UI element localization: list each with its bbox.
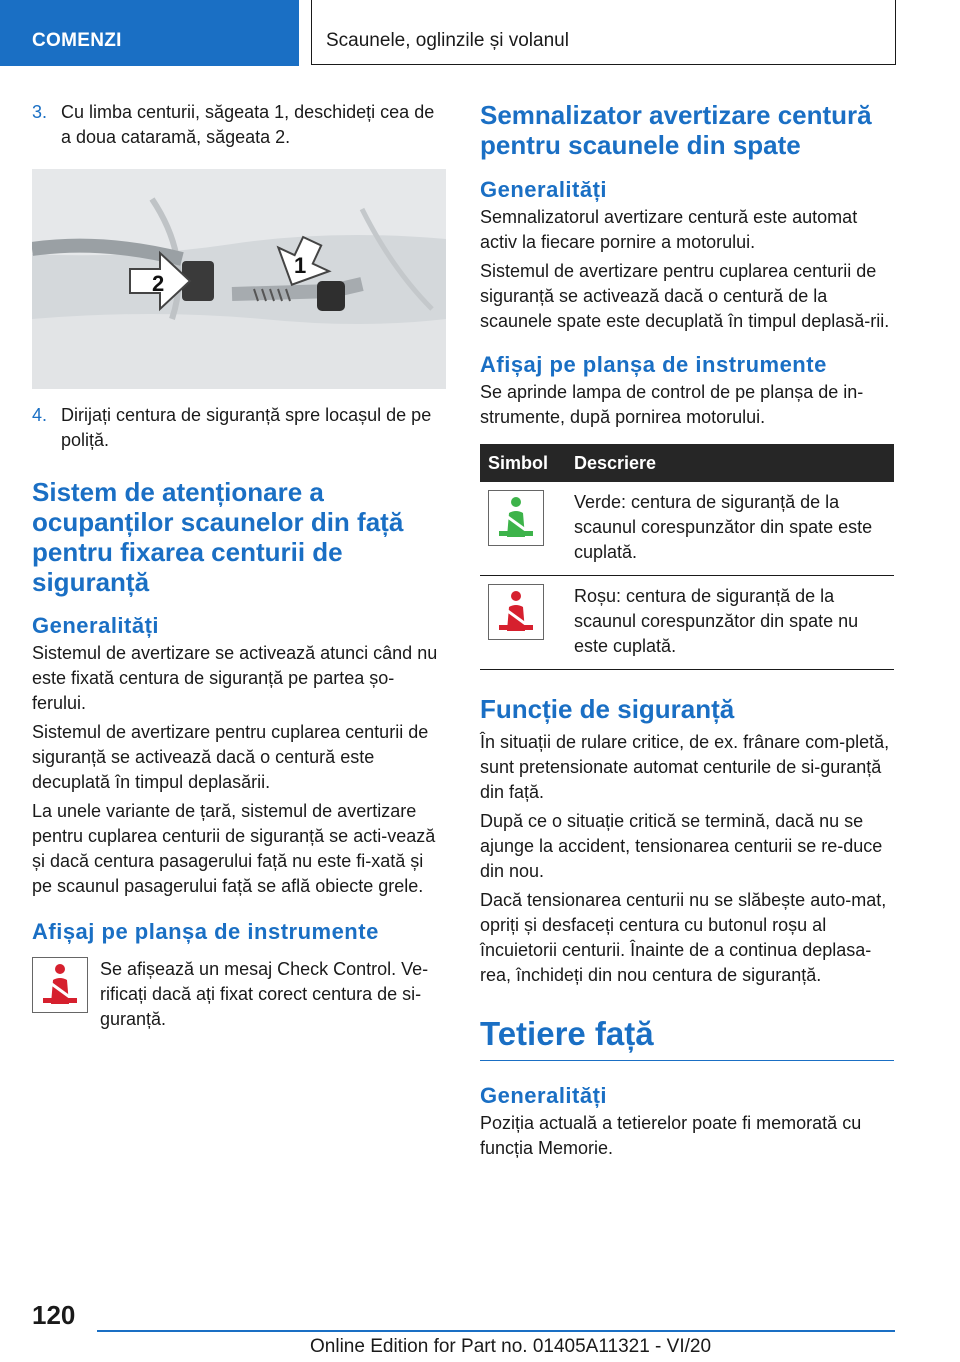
seatbelt-red-icon — [488, 584, 544, 640]
page-header — [0, 0, 960, 66]
step-4 — [32, 403, 446, 453]
paragraph: Dacă tensionarea centurii nu se slăbește auto-mat, opriți și desfaceți centura cu butonul roșu al încuietorii centurii. Înainte de a continua deplasa-rea, închideți din nou centura de siguranță. — [480, 890, 887, 985]
section-label: COMENZI — [32, 30, 122, 51]
paragraph: Semnalizatorul avertizare centură este automat activ la fiecare pornire a motorului. — [480, 207, 858, 252]
subheading-general: Generalități — [32, 613, 160, 638]
chapter-heading-front-headrests: Tetiere față — [480, 1014, 894, 1061]
footer-rule — [97, 1330, 895, 1332]
figure-label-1: 1 — [294, 253, 307, 278]
step-number: 3. — [32, 102, 48, 122]
edition-text: Online Edition for Part no. 01405A11321 - VI/20 — [310, 1336, 712, 1357]
left-column — [32, 100, 446, 1037]
subheading-general: Generalități — [480, 177, 608, 202]
section-tab — [0, 0, 299, 66]
description-cell: Verde: centura de siguranță de la scaunul corespunzător din spate este cuplată. — [566, 482, 894, 576]
check-control-text: Se afișează un mesaj Check Control. Ve-rificați dacă ați fixat corect centura de si-guranță. — [100, 959, 429, 1029]
seatbelt-green-icon — [488, 490, 544, 546]
figure-label-2: 2 — [152, 271, 165, 296]
symbol-cell — [480, 576, 566, 670]
section-heading-front-belt-reminder: Sistem de atenționare a ocupanților scaunelor din față pentru fixarea centurii de siguranță — [32, 477, 404, 597]
table-row — [480, 576, 894, 670]
paragraph: În situații de rulare critice, de ex. frânare com-pletă, sunt pretensionate automat centurile de si-guranță din față. — [480, 732, 890, 802]
paragraph: După ce o situație critică se termină, dacă nu se ajunge la accident, tensionarea centurii se re-duce din nou. — [480, 811, 883, 881]
section-heading-safety-function: Funcție de siguranță — [480, 694, 735, 724]
paragraph: La unele variante de țară, sistemul de avertizare pentru cuplarea centurii de siguranță se acti-vează și dacă centura pasagerului față nu este fi-xată și pe scaunul pasagerului față se află obiecte grele. — [32, 801, 436, 896]
seatbelt-buckle-illustration — [32, 169, 446, 389]
right-column — [480, 100, 894, 1161]
chapter-title-box — [311, 0, 896, 65]
section-heading-rear-belt-reminder: Semnalizator avertizare centură pentru scaunele din spate — [480, 100, 872, 160]
warning-message-block — [32, 957, 446, 1037]
subheading-general: Generalități — [480, 1083, 608, 1108]
subheading-instrument-display: Afișaj pe planșa de instrumente — [480, 352, 827, 377]
step-number: 4. — [32, 405, 48, 425]
paragraph: Se aprinde lampa de control de pe planșa de in-strumente, după pornirea motorului. — [480, 382, 864, 427]
step-text: Cu limba centurii, săgeata 1, deschideți cea de a doua cataramă, săgeata 2. — [61, 102, 435, 147]
symbol-cell — [480, 482, 566, 576]
page-number: 120 — [32, 1300, 76, 1330]
paragraph: Sistemul de avertizare pentru cuplarea centurii de siguranță se activează dacă o centură este decuplată în timpul deplasării. — [32, 722, 429, 792]
table-row — [480, 482, 894, 576]
column-header-symbol: Simbol — [480, 444, 566, 482]
column-header-description: Descriere — [566, 444, 894, 482]
table-header-row — [480, 444, 894, 482]
subheading-instrument-display: Afișaj pe planșa de instrumente — [32, 919, 379, 944]
paragraph: Poziția actuală a tetierelor poate fi memorată cu funcția Memorie. — [480, 1113, 862, 1158]
paragraph: Sistemul de avertizare pentru cuplarea centurii de siguranță se activează dacă o centură de la scaunele spate este decuplată în timpul deplasă-rii. — [480, 261, 890, 331]
seatbelt-warning-icon — [32, 957, 88, 1013]
paragraph: Sistemul de avertizare se activează atunci când nu este fixată centura de siguranță pe partea șo-ferului. — [32, 643, 438, 713]
seatbelt-buckle-figure — [32, 169, 446, 389]
symbol-table — [480, 444, 894, 670]
step-text: Dirijați centura de siguranță spre locașul de pe poliță. — [61, 405, 432, 450]
step-3 — [32, 100, 446, 150]
description-cell: Roșu: centura de siguranță de la scaunul corespunzător din spate nu este cuplată. — [566, 576, 894, 670]
chapter-title: Scaunele, oglinzile și volanul — [326, 30, 569, 51]
